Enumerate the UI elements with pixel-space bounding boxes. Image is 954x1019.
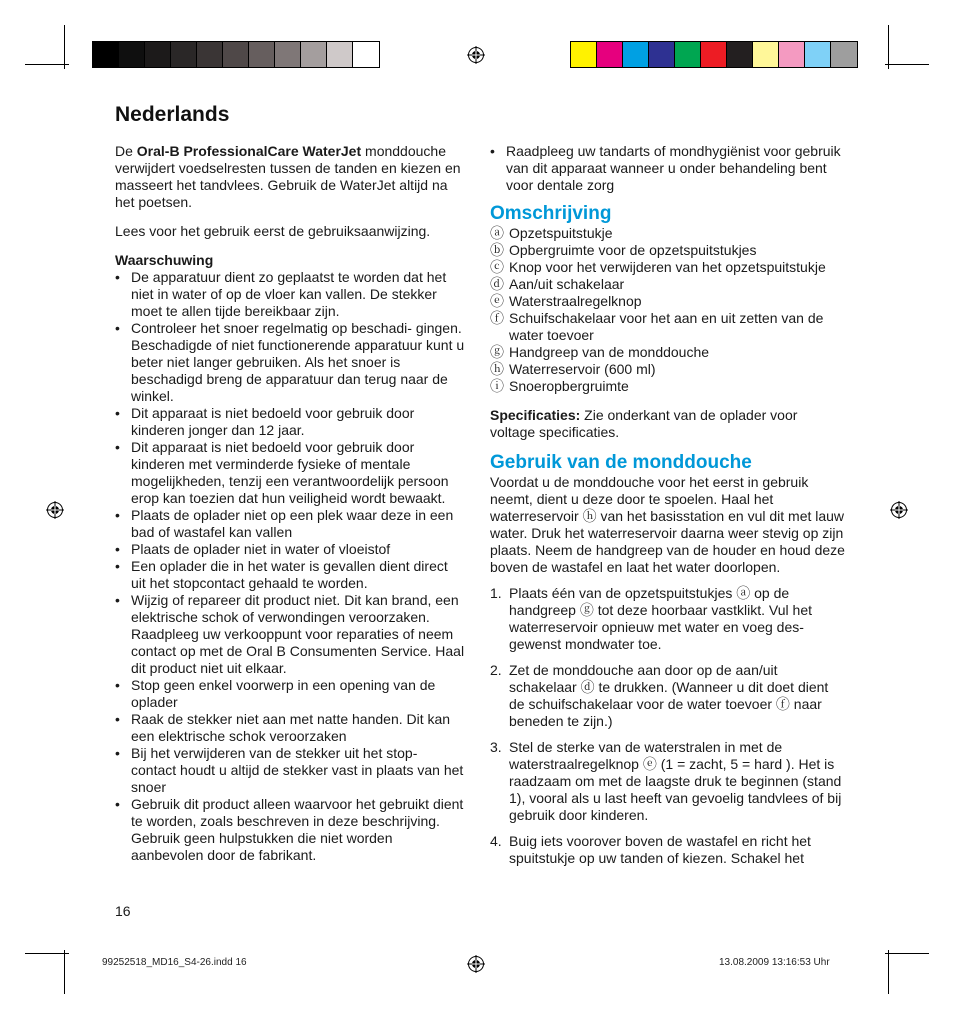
gray-swatch <box>301 42 327 67</box>
step-number: 4. <box>490 833 502 849</box>
dentist-note-list <box>490 143 845 194</box>
part-label: Schuifschakelaar voor het aan en uit zetten van de water toevoer <box>509 310 824 343</box>
warning-item: • Een oplader die in het water is gevallen dient direct uit het stopcontact gehaald te worden. <box>115 558 465 592</box>
part-letter: ⓐ <box>490 225 504 241</box>
part-label: Opbergruimte voor de opzetspuitstukjes <box>509 242 757 258</box>
intro-prefix: De <box>115 143 137 159</box>
right-column <box>490 143 845 876</box>
part-item <box>490 310 845 344</box>
part-letter: ⓔ <box>490 293 504 309</box>
left-column <box>115 143 465 864</box>
usage-step <box>490 833 845 867</box>
step-text: Buig iets voorover boven de wastafel en richt het spuitstukje op uw tanden of kiezen. Schakel het <box>509 833 811 866</box>
registration-mark-icon <box>467 955 485 973</box>
part-letter: ⓑ <box>490 242 504 258</box>
gray-swatch <box>93 42 119 67</box>
product-name: Oral-B ProfessionalCare WaterJet <box>136 143 362 159</box>
step-number: 2. <box>490 662 502 678</box>
color-swatch <box>727 42 753 67</box>
part-letter: ⓖ <box>490 344 504 360</box>
warning-item: • Raak de stekker niet aan met natte handen. Dit kan een elektrische schok veroorzaken <box>115 711 465 745</box>
part-label: Knop voor het verwijderen van het opzetspuitstukje <box>509 259 826 275</box>
page-number: 16 <box>115 903 131 919</box>
part-label: Waterreservoir (600 ml) <box>509 361 656 377</box>
step-number: 1. <box>490 585 502 601</box>
usage-step <box>490 585 845 653</box>
warning-heading: Waarschuwing <box>115 252 214 268</box>
step-text: Plaats één van de opzetspuitstukjes ⓐ op de handgreep ⓖ tot deze hoorbaar vastklikt. Vul het waterreservoir opnieuw met water en voeg des- gewenst mondwater toe. <box>509 585 812 652</box>
parts-list <box>490 225 845 395</box>
gray-swatch <box>353 42 379 67</box>
part-label: Opzetspuitstukje <box>509 225 613 241</box>
color-swatch <box>805 42 831 67</box>
color-swatch <box>597 42 623 67</box>
gray-swatch <box>171 42 197 67</box>
color-swatch <box>675 42 701 67</box>
page-title: Nederlands <box>115 103 230 126</box>
color-swatch <box>701 42 727 67</box>
warning-item: • Dit apparaat is niet bedoeld voor gebruik door kinderen met verminderde fysieke of mentale mogelijkheden, tenzij een verantwoordelijk persoon erop kan toezien dat hun veiligheid wordt bewaakt. <box>115 439 465 507</box>
part-label: Snoeropbergruimte <box>509 378 629 394</box>
part-item <box>490 344 845 361</box>
specifications-label: Specificaties: <box>490 407 581 423</box>
part-item <box>490 259 845 276</box>
footer-timestamp: 13.08.2009 13:16:53 Uhr <box>719 957 830 968</box>
part-item <box>490 242 845 259</box>
cmyk-color-bar <box>570 41 858 68</box>
color-swatch <box>571 42 597 67</box>
specifications <box>490 407 845 441</box>
step-text: Stel de sterke van de waterstralen in met de waterstraalregelknop ⓔ (1 = zacht, 5 = hard ). Het is raadzaam om met de laagste druk te beginnen (stand 1), vooral als u last heeft van gevoelig tandvlees of bij gebruik door kinderen. <box>509 739 842 823</box>
warning-item: • Stop geen enkel voorwerp in een opening van de oplader <box>115 677 465 711</box>
gray-swatch <box>223 42 249 67</box>
gray-swatch <box>119 42 145 67</box>
intro-paragraph <box>115 143 465 211</box>
part-item <box>490 225 845 242</box>
warning-item: • Controleer het snoer regelmatig op beschadi- gingen. Beschadigde of niet functionerende apparatuur kunt u beter niet langer gebruiken. Als het snoer is beschadigd breng de apparatuur dan terug naar de winkel. <box>115 320 465 405</box>
registration-mark-icon <box>467 46 485 64</box>
warning-item: • De apparatuur dient zo geplaatst te worden dat het niet in water of op de vloer kan vallen. De stekker moet te allen tijde bereikbaar zijn. <box>115 269 465 320</box>
usage-step <box>490 739 845 824</box>
part-item <box>490 378 845 395</box>
list-item: • Raadpleeg uw tandarts of mondhygiënist voor gebruik van dit apparaat wanneer u onder behandeling bent voor dentale zorg <box>490 143 845 194</box>
description-heading: Omschrijving <box>490 203 612 224</box>
warning-list <box>115 269 465 864</box>
usage-heading: Gebruik van de monddouche <box>490 452 752 473</box>
step-text: Zet de monddouche aan door op de aan/uit schakelaar ⓓ te drukken. (Wanneer u dit doet dient de schuifschakelaar voor de water toevoer ⓕ naar beneden te zijn.) <box>509 662 829 729</box>
gray-swatch <box>145 42 171 67</box>
usage-intro: Voordat u de monddouche voor het eerst in gebruik neemt, dient u deze door te spoelen. Haal het waterreservoir ⓗ van het basisstation en vul dit met lauw water. Druk het waterreservoir daarna weer stevig op zijn plaats. Neem de handgreep van de houder en houd deze boven de wastafel en laat het water doorlopen. <box>490 474 845 575</box>
part-label: Waterstraalregelknop <box>509 293 642 309</box>
part-label: Aan/uit schakelaar <box>509 276 625 292</box>
warning-item: • Dit apparaat is niet bedoeld voor gebruik door kinderen jonger dan 12 jaar. <box>115 405 465 439</box>
color-swatch <box>753 42 779 67</box>
footer-filename: 99252518_MD16_S4-26.indd 16 <box>102 957 247 968</box>
specifications-text: Zie onderkant van de oplader voor voltage specificaties. <box>490 407 798 440</box>
part-label: Handgreep van de monddouche <box>509 344 710 360</box>
step-number: 3. <box>490 739 502 755</box>
gray-swatch <box>327 42 353 67</box>
grayscale-color-bar <box>92 41 380 68</box>
color-swatch <box>779 42 805 67</box>
usage-steps <box>490 585 845 867</box>
gray-swatch <box>197 42 223 67</box>
warning-item: • Plaats de oplader niet op een plek waar deze in een bad of wastafel kan vallen <box>115 507 465 541</box>
usage-step <box>490 662 845 730</box>
registration-mark-icon <box>46 501 64 519</box>
part-letter: ⓗ <box>490 361 504 377</box>
intro-text: monddouche verwijdert voedselresten tussen de tanden en kiezen en masseert het tandvlees. Gebruik de WaterJet altijd na het poetsen. <box>115 143 461 210</box>
part-item <box>490 293 845 310</box>
color-swatch <box>623 42 649 67</box>
warning-item: • Bij het verwijderen van de stekker uit het stop- contact houdt u altijd de stekker vast in plaats van het snoer <box>115 745 465 796</box>
part-letter: ⓓ <box>490 276 504 292</box>
warning-item: • Gebruik dit product alleen waarvoor het gebruikt dient te worden, zoals beschreven in deze beschrijving. Gebruik geen hulpstukken die niet worden aanbevolen door de fabrikant. <box>115 796 465 864</box>
color-swatch <box>649 42 675 67</box>
part-letter: ⓒ <box>490 259 504 275</box>
part-letter: ⓕ <box>490 310 504 326</box>
warning-item: • Plaats de oplader niet in water of vloeistof <box>115 541 465 558</box>
registration-mark-icon <box>890 501 908 519</box>
read-first-note: Lees voor het gebruik eerst de gebruiksaanwijzing. <box>115 223 431 239</box>
part-item <box>490 361 845 378</box>
warning-item: • Wijzig of repareer dit product niet. Dit kan brand, een elektrische schok of verwondingen veroorzaken. Raadpleeg uw verkooppunt voor reparaties of neem contact op met de Oral B Consumenten Service. Haal dit product niet uit elkaar. <box>115 592 465 677</box>
part-item <box>490 276 845 293</box>
gray-swatch <box>249 42 275 67</box>
color-swatch <box>831 42 857 67</box>
part-letter: ⓘ <box>490 378 504 394</box>
gray-swatch <box>275 42 301 67</box>
